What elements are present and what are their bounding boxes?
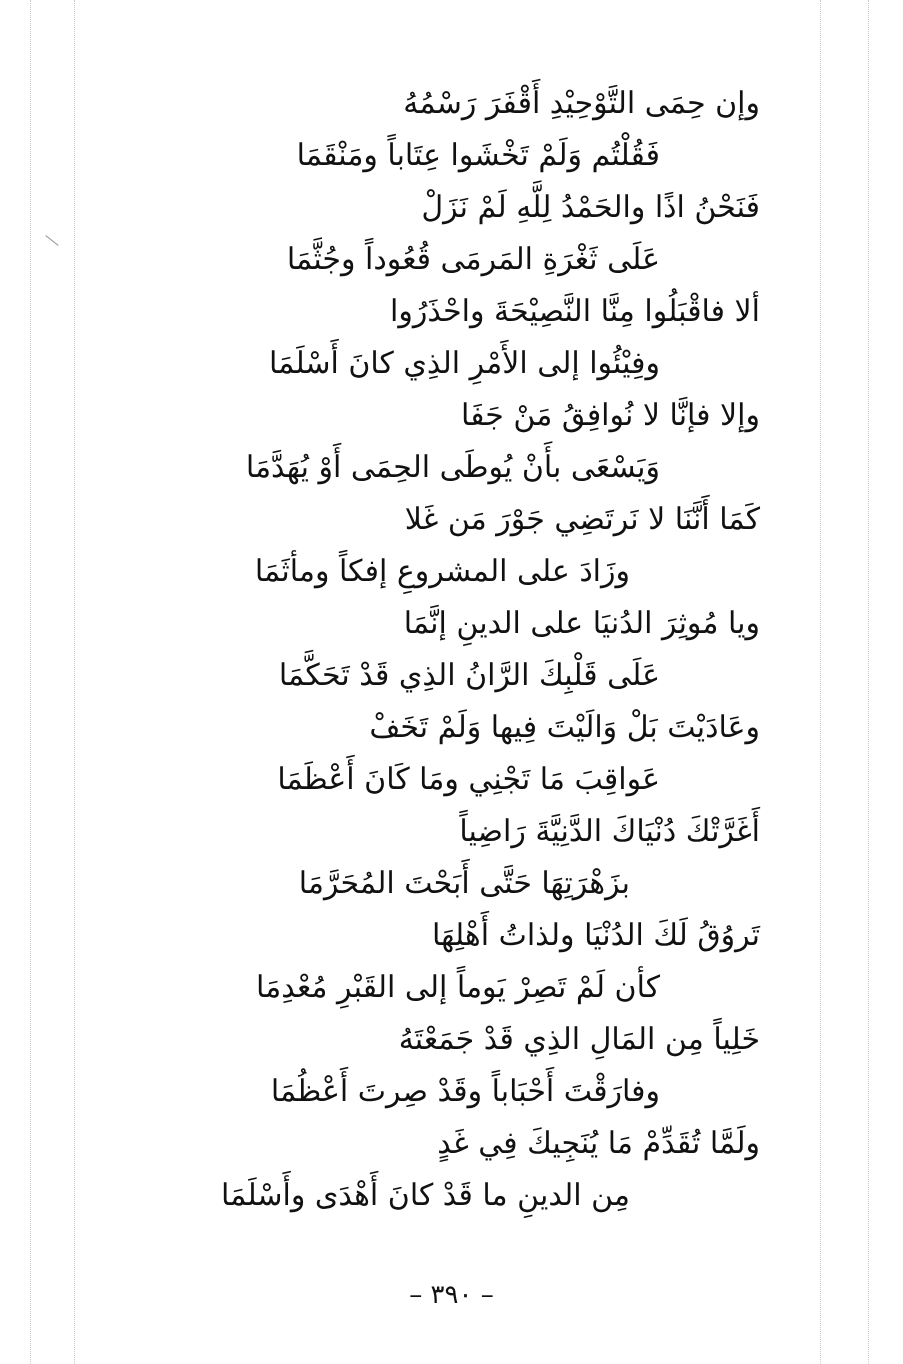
verse bbox=[100, 390, 760, 494]
scan-line-decoration bbox=[74, 0, 75, 1364]
scan-line-decoration bbox=[868, 0, 869, 1364]
verse-first-hemistich: كَمَا أَنَّنَا لا نَرتَضِي جَوْرَ مَن غَلا bbox=[404, 502, 760, 537]
scan-mark bbox=[45, 235, 58, 246]
verse-first-hemistich: ألا فاقْبَلُوا مِنَّا النَّصِيْحَةَ واحْذَرُوا bbox=[390, 294, 760, 329]
verse bbox=[100, 182, 760, 286]
verse-second-hemistich: بزَهْرَتِهَا حَتَّى أَبَحْتَ المُحَرَّمَا bbox=[298, 866, 630, 901]
verse-first-hemistich: تَروُقُ لَكَ الدُنْيَا ولذاتُ أَهْلِهَا bbox=[431, 918, 760, 953]
verse-first-hemistich: ولَمَّا تُقَدِّمْ مَا يُنَجِيكَ فِي غَدٍ bbox=[437, 1126, 760, 1161]
verse-second-hemistich: وزَادَ على المشروعِ إفكاً ومأثَمَا bbox=[254, 554, 630, 589]
verse-first-hemistich: وعَادَيْتَ بَلْ وَالَيْتَ فِيها وَلَمْ تَخَفْ bbox=[369, 710, 760, 745]
verse-second-hemistich: عَواقِبَ مَا تَجْنِي ومَا كَانَ أَعْظَمَا bbox=[277, 762, 660, 797]
verse bbox=[100, 702, 760, 806]
verse-second-hemistich: وَيَسْعَى بأَنْ يُوطَى الحِمَى أَوْ يُهَدَّمَا bbox=[245, 450, 660, 485]
verse bbox=[100, 286, 760, 390]
verse-second-hemistich: وفارَقْتَ أَحْبَاباً وقَدْ صِرتَ أَعْظُمَا bbox=[270, 1074, 660, 1109]
verse-second-hemistich: عَلَى قَلْبِكَ الرَّانُ الذِي قَدْ تَحَكَّمَا bbox=[278, 658, 660, 693]
verse bbox=[100, 806, 760, 910]
verse bbox=[100, 78, 760, 182]
verse bbox=[100, 1118, 760, 1222]
verse-first-hemistich: ويا مُوثِرَ الدُنيَا على الدينِ إنَّمَا bbox=[403, 606, 760, 641]
page-number: – ٣٩٠ – bbox=[409, 1280, 494, 1310]
verse-first-hemistich: أَغَرَّتْكَ دُنْيَاكَ الدَّنِيَّةَ رَاضِياً bbox=[459, 814, 760, 849]
scan-line-decoration bbox=[820, 0, 821, 1364]
verse-first-hemistich: فَنَحْنُ اذًا والحَمْدُ لِلَّهِ لَمْ نَزَلْ bbox=[421, 190, 760, 225]
verse-second-hemistich: مِن الدينِ ما قَدْ كانَ أَهْدَى وأَسْلَمَا bbox=[220, 1178, 630, 1213]
verse bbox=[100, 494, 760, 598]
verse bbox=[100, 1014, 760, 1118]
verse-first-hemistich: وإلا فإنَّا لا نُوافِقُ مَنْ جَفَا bbox=[460, 398, 760, 433]
verse-second-hemistich: وفِيْئُوا إلى الأَمْرِ الذِي كانَ أَسْلَمَا bbox=[268, 346, 660, 381]
verse bbox=[100, 598, 760, 702]
verse-first-hemistich: وإن حِمَى التَّوْحِيْدِ أَقْفَرَ رَسْمُهُ bbox=[403, 86, 760, 121]
verse-second-hemistich: عَلَى ثَغْرَةِ المَرمَى قُعُوداً وجُثَّمَا bbox=[286, 242, 660, 277]
scan-line-decoration bbox=[30, 0, 31, 1364]
verse-first-hemistich: خَلِياً مِن المَالِ الذِي قَدْ جَمَعْتَهُ bbox=[398, 1022, 760, 1057]
verse-second-hemistich: فَقُلْتُم وَلَمْ تَخْشَوا عِتَاباً ومَنْقَمَا bbox=[296, 138, 660, 173]
poem bbox=[100, 78, 760, 1218]
verse-second-hemistich: كأن لَمْ تَصِرْ يَوماً إلى القَبْرِ مُعْدِمَا bbox=[256, 970, 660, 1005]
verse bbox=[100, 910, 760, 1014]
